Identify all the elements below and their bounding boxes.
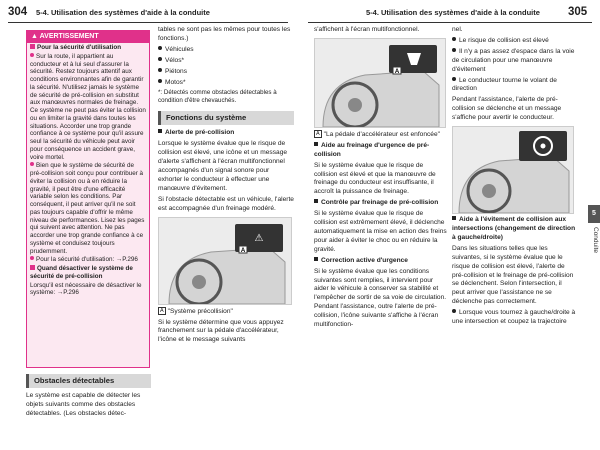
- pcs-braking-text: Si le système évalue que le risque de collision est extrêmement élevé, il déclenche automatiquement la mise en action des freins pour aider à éviter le choc ou en réduire la gravité.: [314, 210, 447, 253]
- square-bullet-icon: [452, 216, 456, 220]
- dashboard-icon: [315, 39, 445, 127]
- col2-intro: tables ne sont pas les mêmes pour toutes les fonctions.): [158, 26, 291, 42]
- warning-bullet-1: Sur la route, il appartient au conducteur et à lui seul d'assurer la sécurité. Restez toujours attentif aux conditions environnantes afin de garantir la sécurité. N'utilisez jamais le système de sécurité de pré-collision en substitut aux manœuvres normales de freinage. Ce système ne peut pas éviter la collision ou en limiter la gravité dans toutes les situations. Accorder une trop grande confiance à ce système pour qu'il assure seul la sécurité du véhicule peut avoir pour conséquence un accident grave, voire mortel.: [30, 52, 146, 161]
- svg-text:⚠: ⚠: [254, 232, 264, 244]
- bullet-icon: [158, 57, 162, 61]
- warning-title: ▲ AVERTISSEMENT: [27, 31, 149, 43]
- dashboard-icon: [453, 127, 573, 213]
- chapter-tab-label: Conduite: [592, 227, 599, 254]
- accelerator-text: Si le système détermine que vous appuyez franchement sur la pédale d'accélérateur, l'icône et le message suivants: [158, 318, 284, 344]
- brake-assist-text: Si le système évalue que le risque de collision est élevé et que la manœuvre de freinage du conducteur est insuffisante, il accroît la puissance de freinage.: [314, 161, 436, 196]
- pcs-dashboard-illustration: [158, 217, 292, 305]
- condition-item: Il n'y a pas assez d'espace dans la voie de circulation pour une manœuvre d'évitement: [452, 47, 575, 73]
- subheading-intersection-assist: Aide à l'évitement de collision aux intersections (changement de direction à gauche/droite): [452, 216, 576, 241]
- accelerator-dashboard-illustration: [314, 38, 446, 128]
- condition-item: Le risque de collision est élevé: [459, 36, 549, 44]
- col2: [158, 26, 294, 347]
- col4: [452, 26, 576, 329]
- left-page-number: 304: [8, 6, 28, 18]
- bullet-icon: [158, 79, 162, 83]
- left-header-rule: [8, 22, 288, 23]
- figure-label: A: [316, 130, 320, 137]
- obstacle-item: Motos*: [165, 78, 186, 86]
- col3: [314, 26, 448, 332]
- right-chapter-title: 5-4. Utilisation des systèmes d'aide à la conduite: [366, 8, 540, 17]
- col1-text-block: [26, 392, 150, 421]
- figure-label: A: [160, 307, 164, 314]
- obstacle-item: Véhicules: [165, 45, 194, 53]
- bullet-icon: [452, 37, 456, 41]
- square-bullet-icon: [30, 44, 35, 49]
- square-bullet-icon: [314, 199, 318, 203]
- section-detectable-obstacles: Obstacles détectables: [26, 374, 151, 388]
- warning-triangle-icon: ▲: [31, 33, 38, 40]
- obstacle-item: Vélos*: [165, 56, 185, 64]
- detectable-obstacles-text: Le système est capable de détecter les objets suivants comme des obstacles détectables. (Les obstacles détec-: [26, 392, 141, 417]
- warning-disable-text: Lorsqu'il est nécessaire de désactiver le système: →P.296: [30, 281, 142, 297]
- subheading-emergency-steering: Correction active d'urgence: [321, 256, 408, 264]
- warning-heading-safety: Pour la sécurité d'utilisation: [37, 44, 122, 51]
- bullet-icon: [158, 46, 162, 50]
- pcs-alert-vehicle-text: Si l'obstacle détectable est un véhicule, l'alerte est accompagnée d'un freinage modéré.: [158, 195, 294, 212]
- right-header-rule: [308, 22, 592, 23]
- col3-intro: s'affichent à l'écran multifonctionnel.: [314, 26, 420, 33]
- bullet-icon: [452, 77, 456, 81]
- figure-caption-accelerator: "La pédale d'accélérateur est enfoncée": [323, 130, 440, 138]
- figure-caption-pcs: "Système précollision": [167, 307, 233, 315]
- svg-text:A: A: [240, 247, 246, 254]
- warning-box: [26, 30, 150, 368]
- square-bullet-icon: [314, 142, 318, 146]
- chapter-tab-number: 5: [588, 205, 600, 223]
- bullet-icon: [452, 309, 456, 313]
- svg-text:A: A: [394, 68, 400, 75]
- subheading-pcs-alert: Alerte de pré-collision: [165, 129, 235, 137]
- pcs-alert-text: Lorsque le système évalue que le risque de collision est élevé, une icône et un message d'alerte s'affichent à l'écran multifonctionnel accompagnés d'un signal sonore pour exhorter le conducteur à effectuer une manœuvre d'évitement.: [158, 140, 288, 192]
- bullet-icon: [30, 53, 34, 57]
- warning-bullet-3: Pour la sécurité d'utilisation: →P.296: [36, 256, 138, 264]
- subheading-brake-assist: Aide au freinage d'urgence de pré-collision: [314, 141, 430, 158]
- assistance-text: Pendant l'assistance, l'alerte de pré-collision se déclenche et un message s'affiche pour avertir le conducteur.: [452, 96, 562, 122]
- intersection-item: Lorsque vous tournez à gauche/droite à une intersection et coupez la trajectoire: [452, 309, 576, 326]
- obstacle-item: Piétons: [165, 67, 187, 75]
- bullet-icon: [452, 48, 456, 52]
- steering-dashboard-illustration: [452, 126, 574, 214]
- bullet-icon: [30, 162, 34, 166]
- section-system-functions: Fonctions du système: [158, 111, 294, 125]
- dashboard-icon: [159, 218, 291, 304]
- col4-intro: nel.: [452, 26, 463, 33]
- right-page-number: 305: [568, 6, 588, 18]
- bullet-icon: [30, 256, 34, 260]
- condition-item: Le conducteur tourne le volant de direction: [452, 76, 557, 93]
- emergency-steering-text: Si le système évalue que les conditions suivantes sont remplies, il intervient pour aider le véhicule à conserver sa stabilité et l'empêcher de sortir de sa voie de circulation. Pendant l'assistance, outre l'alerte de pré-collision, l'icône suivante s'affiche à l'écran multifonction-: [314, 267, 447, 329]
- intersection-text: Dans les situations telles que les suivantes, si le système évalue que le risque de collision est élevé, l'alerte de pré-collision et le freinage de pré-collision se déclenchent. Selon l'intersection, il peut arriver que l'assistance ne se déclenche pas correctement.: [452, 244, 574, 306]
- warning-bullet-2: Bien que le système de sécurité de pré-collision soit conçu pour contribuer à éviter la collision ou à en réduire la gravité, il peut être d'une efficacité variable selon les conditions. Par conséquent, il peut arriver qu'il ne soit pas toujours capable d'offrir le même niveau de performances. Lisez les pages qui suivent avec attention. Ne pas accorder une trop grande confiance à ce système et conduisez toujours prudemment.: [30, 162, 145, 255]
- square-bullet-icon: [30, 265, 35, 270]
- subheading-pcs-braking: Contrôle par freinage de pré-collision: [321, 199, 439, 207]
- square-bullet-icon: [314, 257, 318, 261]
- footnote: *: Détectés comme obstacles détectables à condition d'être chevauchés.: [158, 89, 277, 105]
- warning-heading-disable: Quand désactiver le système de sécurité de pré-collision: [30, 265, 133, 280]
- square-bullet-icon: [158, 129, 162, 133]
- left-chapter-title: 5-4. Utilisation des systèmes d'aide à la conduite: [36, 8, 210, 17]
- bullet-icon: [158, 68, 162, 72]
